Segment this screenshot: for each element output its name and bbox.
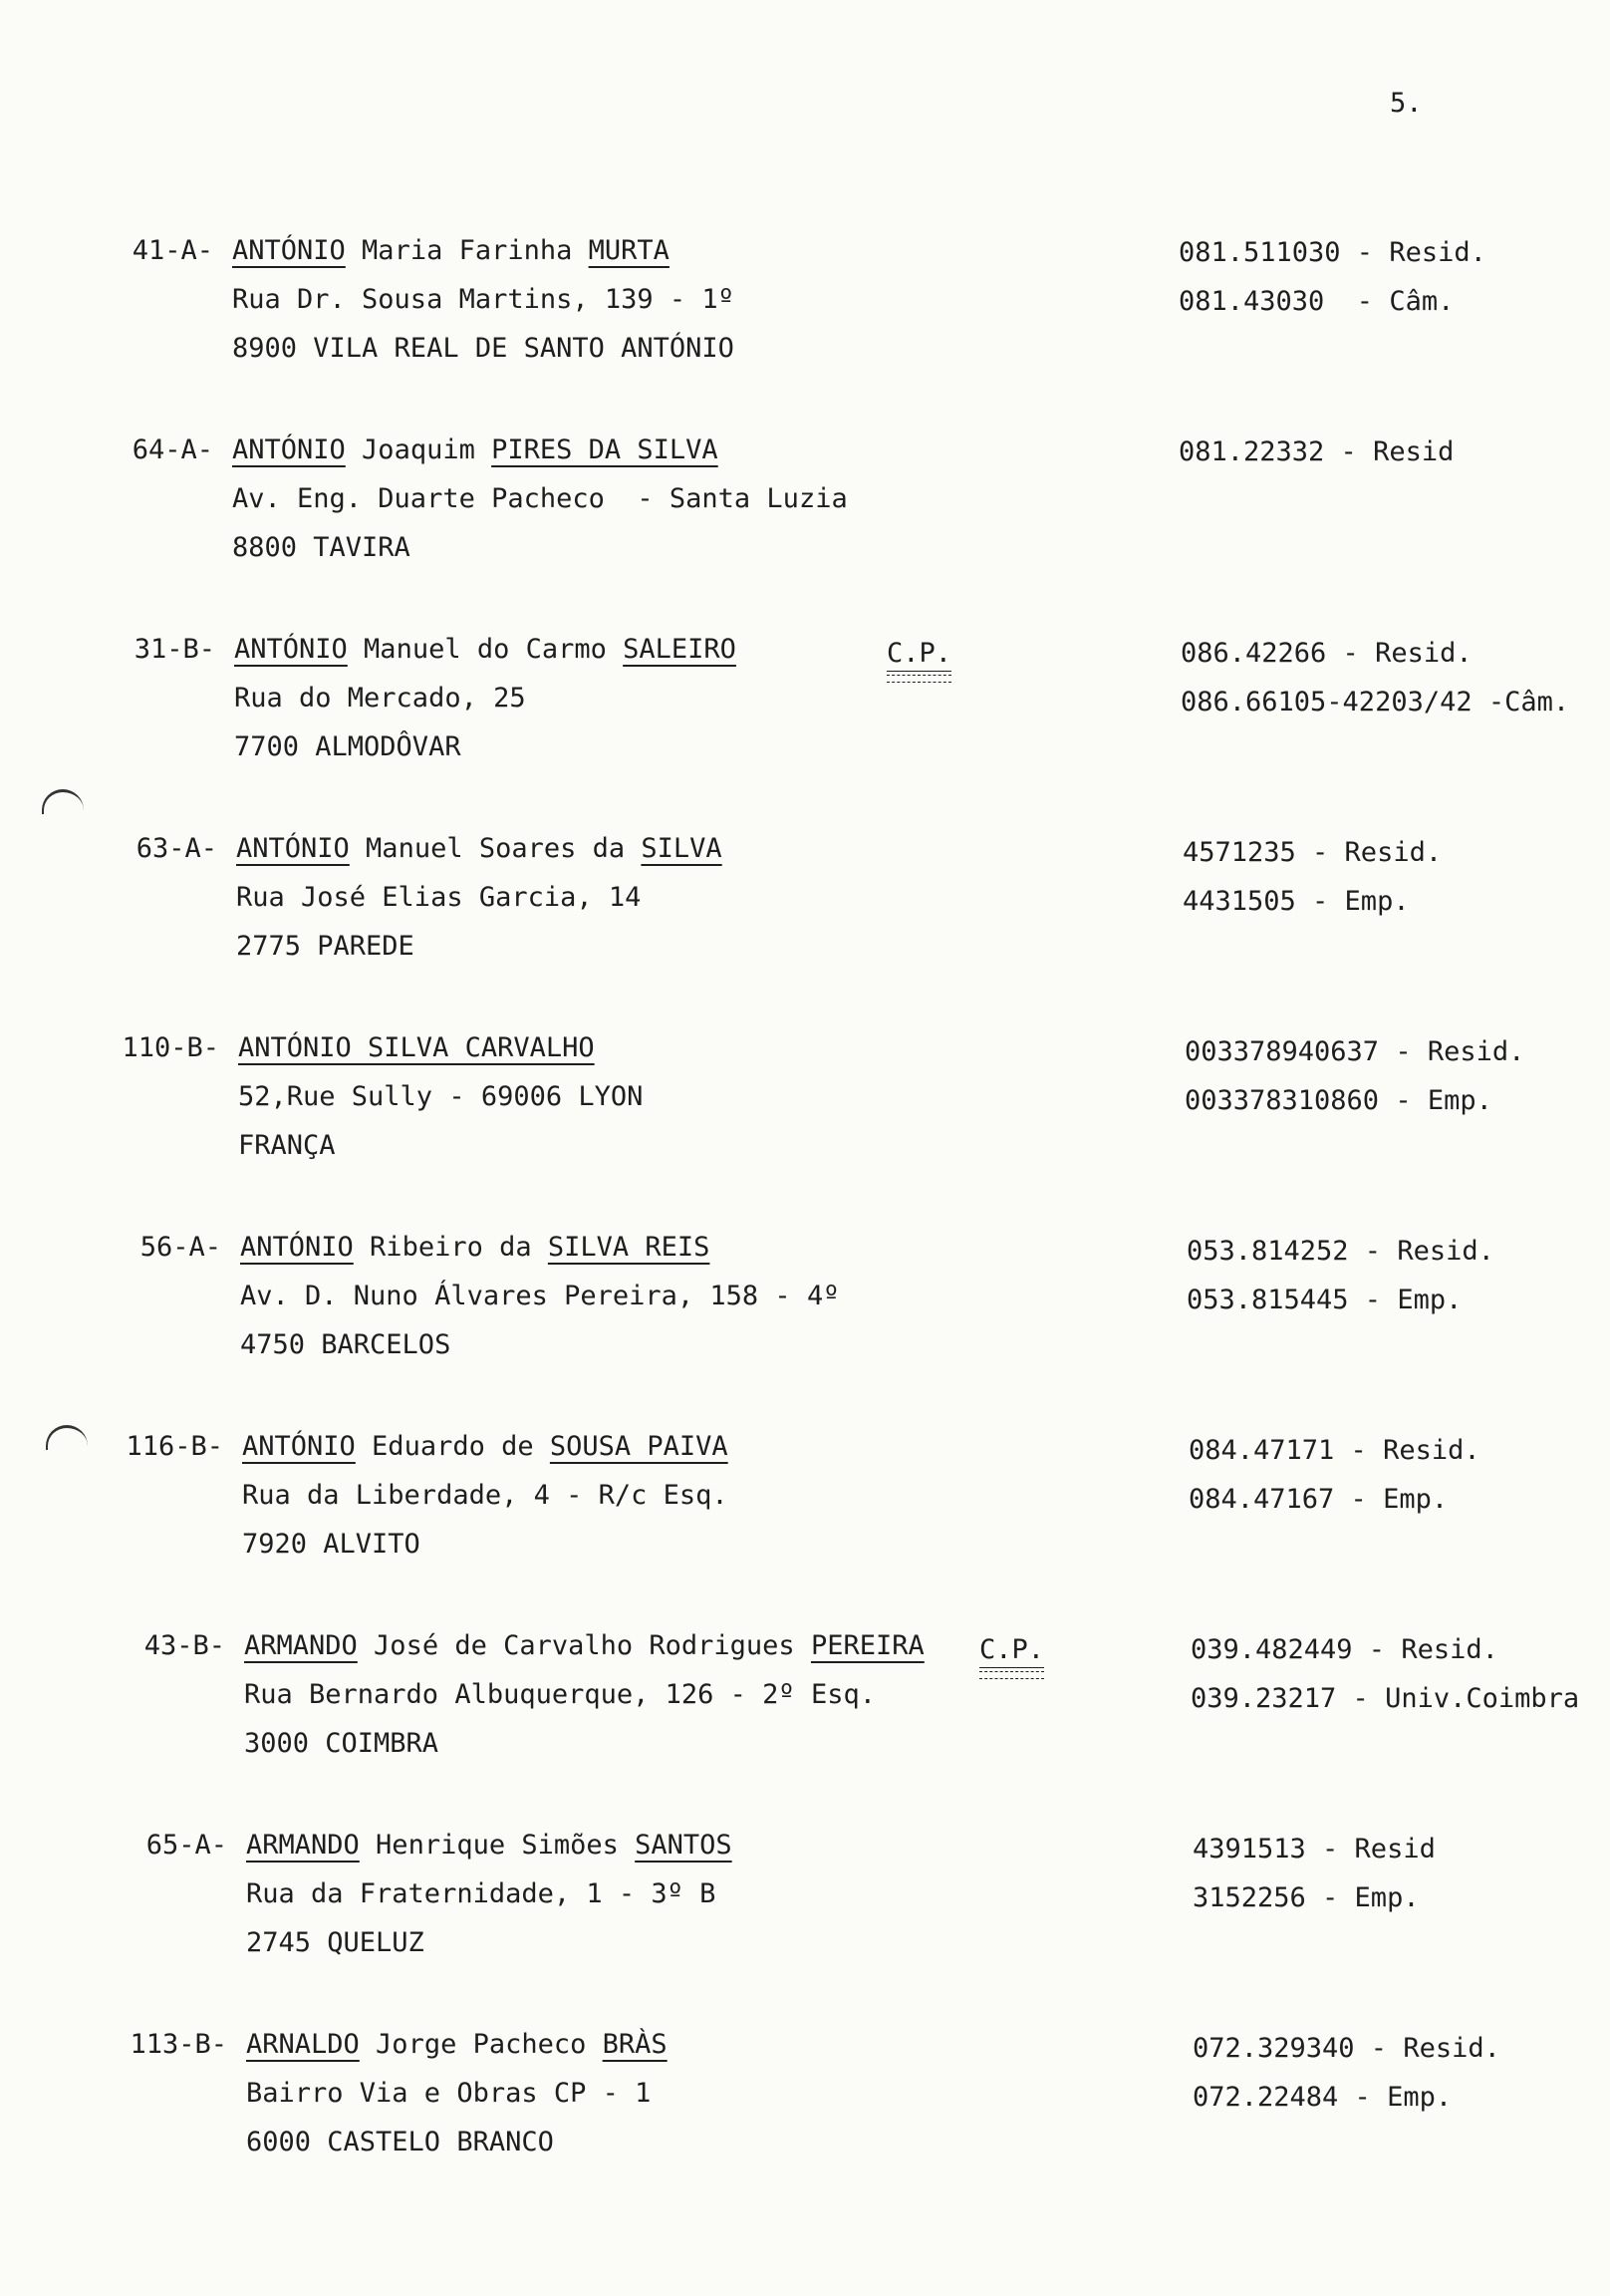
postal-city: 3000 COIMBRA bbox=[244, 1728, 439, 1759]
phone-line: 053.815445 - Emp. bbox=[1187, 1285, 1463, 1315]
entry-number: 113-B- bbox=[130, 2029, 227, 2060]
phone-line: 039.482449 - Resid. bbox=[1191, 1634, 1498, 1665]
entry-number: 116-B- bbox=[126, 1431, 223, 1462]
entry-number: 63-A- bbox=[135, 833, 217, 864]
address-line: Rua José Elias Garcia, 14 bbox=[236, 882, 642, 913]
phone-line: 072.22484 - Emp. bbox=[1193, 2082, 1453, 2113]
address-line: 52,Rue Sully - 69006 LYON bbox=[238, 1081, 644, 1112]
cp-underline bbox=[887, 675, 951, 683]
cp-marker bbox=[887, 637, 951, 683]
phone-line: 039.23217 - Univ.Coimbra bbox=[1191, 1683, 1580, 1714]
first-name: ANTÓNIO bbox=[236, 833, 350, 864]
middle-names: Manuel do Carmo bbox=[347, 634, 624, 665]
phone-line: 081.511030 - Resid. bbox=[1179, 237, 1486, 268]
phone-line: 3152256 - Emp. bbox=[1193, 1882, 1420, 1913]
surname: SILVA REIS bbox=[547, 1232, 710, 1263]
full-name: ANTÓNIO SILVA CARVALHO bbox=[238, 1032, 595, 1063]
entry-number: 65-A- bbox=[145, 1830, 227, 1861]
phone-line: 003378310860 - Emp. bbox=[1185, 1085, 1492, 1116]
directory-entry bbox=[0, 633, 1610, 782]
address-line: Rua da Fraternidade, 1 - 3º B bbox=[246, 1878, 716, 1909]
phone-line: 084.47171 - Resid. bbox=[1189, 1435, 1480, 1466]
postal-city: 8800 TAVIRA bbox=[232, 532, 410, 563]
entry-name bbox=[244, 1629, 925, 1663]
surname: SOUSA PAIVA bbox=[549, 1431, 728, 1462]
page-number: 5. bbox=[1390, 88, 1423, 119]
entry-name bbox=[232, 234, 670, 268]
punch-hole-mark bbox=[42, 789, 84, 814]
phone-line: 053.814252 - Resid. bbox=[1187, 1236, 1494, 1267]
entry-number: 31-B- bbox=[134, 634, 215, 665]
directory-entry bbox=[0, 832, 1610, 982]
middle-names: Jorge Pacheco bbox=[359, 2029, 603, 2060]
entry-name bbox=[240, 1231, 709, 1265]
first-name: ANTÓNIO bbox=[240, 1232, 354, 1263]
postal-city: 4750 BARCELOS bbox=[240, 1329, 451, 1360]
entry-number: 64-A- bbox=[132, 434, 213, 465]
cp-marker bbox=[979, 1633, 1044, 1679]
cp-label: C.P. bbox=[887, 637, 951, 672]
first-name: ARMANDO bbox=[244, 1630, 358, 1661]
surname: SALEIRO bbox=[623, 634, 736, 665]
directory-entry bbox=[0, 1430, 1610, 1579]
middle-names: Ribeiro da bbox=[353, 1232, 548, 1263]
country: FRANÇA bbox=[238, 1130, 336, 1161]
address-line: Av. D. Nuno Álvares Pereira, 158 - 4º bbox=[240, 1281, 840, 1311]
entry-name bbox=[246, 1829, 732, 1863]
address-line: Av. Eng. Duarte Pacheco - Santa Luzia bbox=[232, 483, 848, 514]
phone-line: 086.42266 - Resid. bbox=[1181, 638, 1473, 669]
entry-number: 43-B- bbox=[143, 1630, 225, 1661]
surname: SANTOS bbox=[635, 1830, 732, 1861]
first-name: ANTÓNIO bbox=[232, 434, 346, 465]
phone-line: 4391513 - Resid bbox=[1193, 1834, 1436, 1865]
first-name: ARMANDO bbox=[246, 1830, 360, 1861]
surname: PIRES DA SILVA bbox=[491, 434, 718, 465]
surname: MURTA bbox=[588, 235, 670, 266]
phone-line: 084.47167 - Emp. bbox=[1189, 1484, 1449, 1515]
middle-names: Manuel Soares da bbox=[349, 833, 642, 864]
address-line: Bairro Via e Obras CP - 1 bbox=[246, 2078, 652, 2109]
surname: BRÀS bbox=[602, 2029, 668, 2060]
directory-entry bbox=[0, 1629, 1610, 1779]
entry-name bbox=[238, 1031, 595, 1065]
entry-name bbox=[236, 832, 722, 866]
phone-line: 003378940637 - Resid. bbox=[1185, 1036, 1525, 1067]
first-name: ANTÓNIO bbox=[234, 634, 348, 665]
middle-names: Eduardo de bbox=[355, 1431, 550, 1462]
directory-entry bbox=[0, 234, 1610, 384]
address-line: Rua da Liberdade, 4 - R/c Esq. bbox=[242, 1480, 728, 1511]
directory-entry bbox=[0, 1031, 1610, 1181]
phone-line: 4431505 - Emp. bbox=[1183, 886, 1410, 917]
first-name: ARNALDO bbox=[246, 2029, 360, 2060]
entry-number: 41-A- bbox=[132, 235, 213, 266]
postal-city: 2775 PAREDE bbox=[236, 931, 414, 962]
middle-names: Joaquim bbox=[345, 434, 492, 465]
phone-line: 081.22332 - Resid bbox=[1179, 436, 1455, 467]
directory-entry bbox=[0, 433, 1610, 583]
address-line: Rua Dr. Sousa Martins, 139 - 1º bbox=[232, 284, 734, 315]
entry-number: 110-B- bbox=[122, 1032, 219, 1063]
phone-line: 081.43030 - Câm. bbox=[1179, 286, 1455, 317]
cp-label: C.P. bbox=[979, 1633, 1044, 1668]
directory-entry bbox=[0, 1231, 1610, 1380]
directory-entry bbox=[0, 2028, 1610, 2177]
entry-name bbox=[246, 2028, 668, 2062]
address-line: Rua do Mercado, 25 bbox=[234, 683, 526, 714]
first-name: ANTÓNIO bbox=[232, 235, 346, 266]
surname: SILVA bbox=[641, 833, 722, 864]
cp-underline bbox=[979, 1671, 1044, 1679]
phone-line: 072.329340 - Resid. bbox=[1193, 2033, 1500, 2064]
postal-city: 2745 QUELUZ bbox=[246, 1927, 424, 1958]
entry-name bbox=[234, 633, 736, 667]
middle-names: Henrique Simões bbox=[359, 1830, 636, 1861]
middle-names: José de Carvalho Rodrigues bbox=[357, 1630, 811, 1661]
first-name: ANTÓNIO bbox=[242, 1431, 356, 1462]
phone-line: 086.66105-42203/42 -Câm. bbox=[1181, 687, 1570, 718]
postal-city: 7700 ALMODÔVAR bbox=[234, 731, 461, 762]
postal-city: 8900 VILA REAL DE SANTO ANTÓNIO bbox=[232, 333, 734, 364]
entry-number: 56-A- bbox=[139, 1232, 221, 1263]
middle-names: Maria Farinha bbox=[345, 235, 589, 266]
postal-city: 7920 ALVITO bbox=[242, 1529, 420, 1560]
postal-city: 6000 CASTELO BRANCO bbox=[246, 2127, 554, 2157]
address-line: Rua Bernardo Albuquerque, 126 - 2º Esq. bbox=[244, 1679, 876, 1710]
phone-line: 4571235 - Resid. bbox=[1183, 837, 1443, 868]
directory-entry bbox=[0, 1829, 1610, 1978]
entry-name bbox=[232, 433, 718, 467]
surname: PEREIRA bbox=[810, 1630, 925, 1661]
entry-name bbox=[242, 1430, 728, 1464]
